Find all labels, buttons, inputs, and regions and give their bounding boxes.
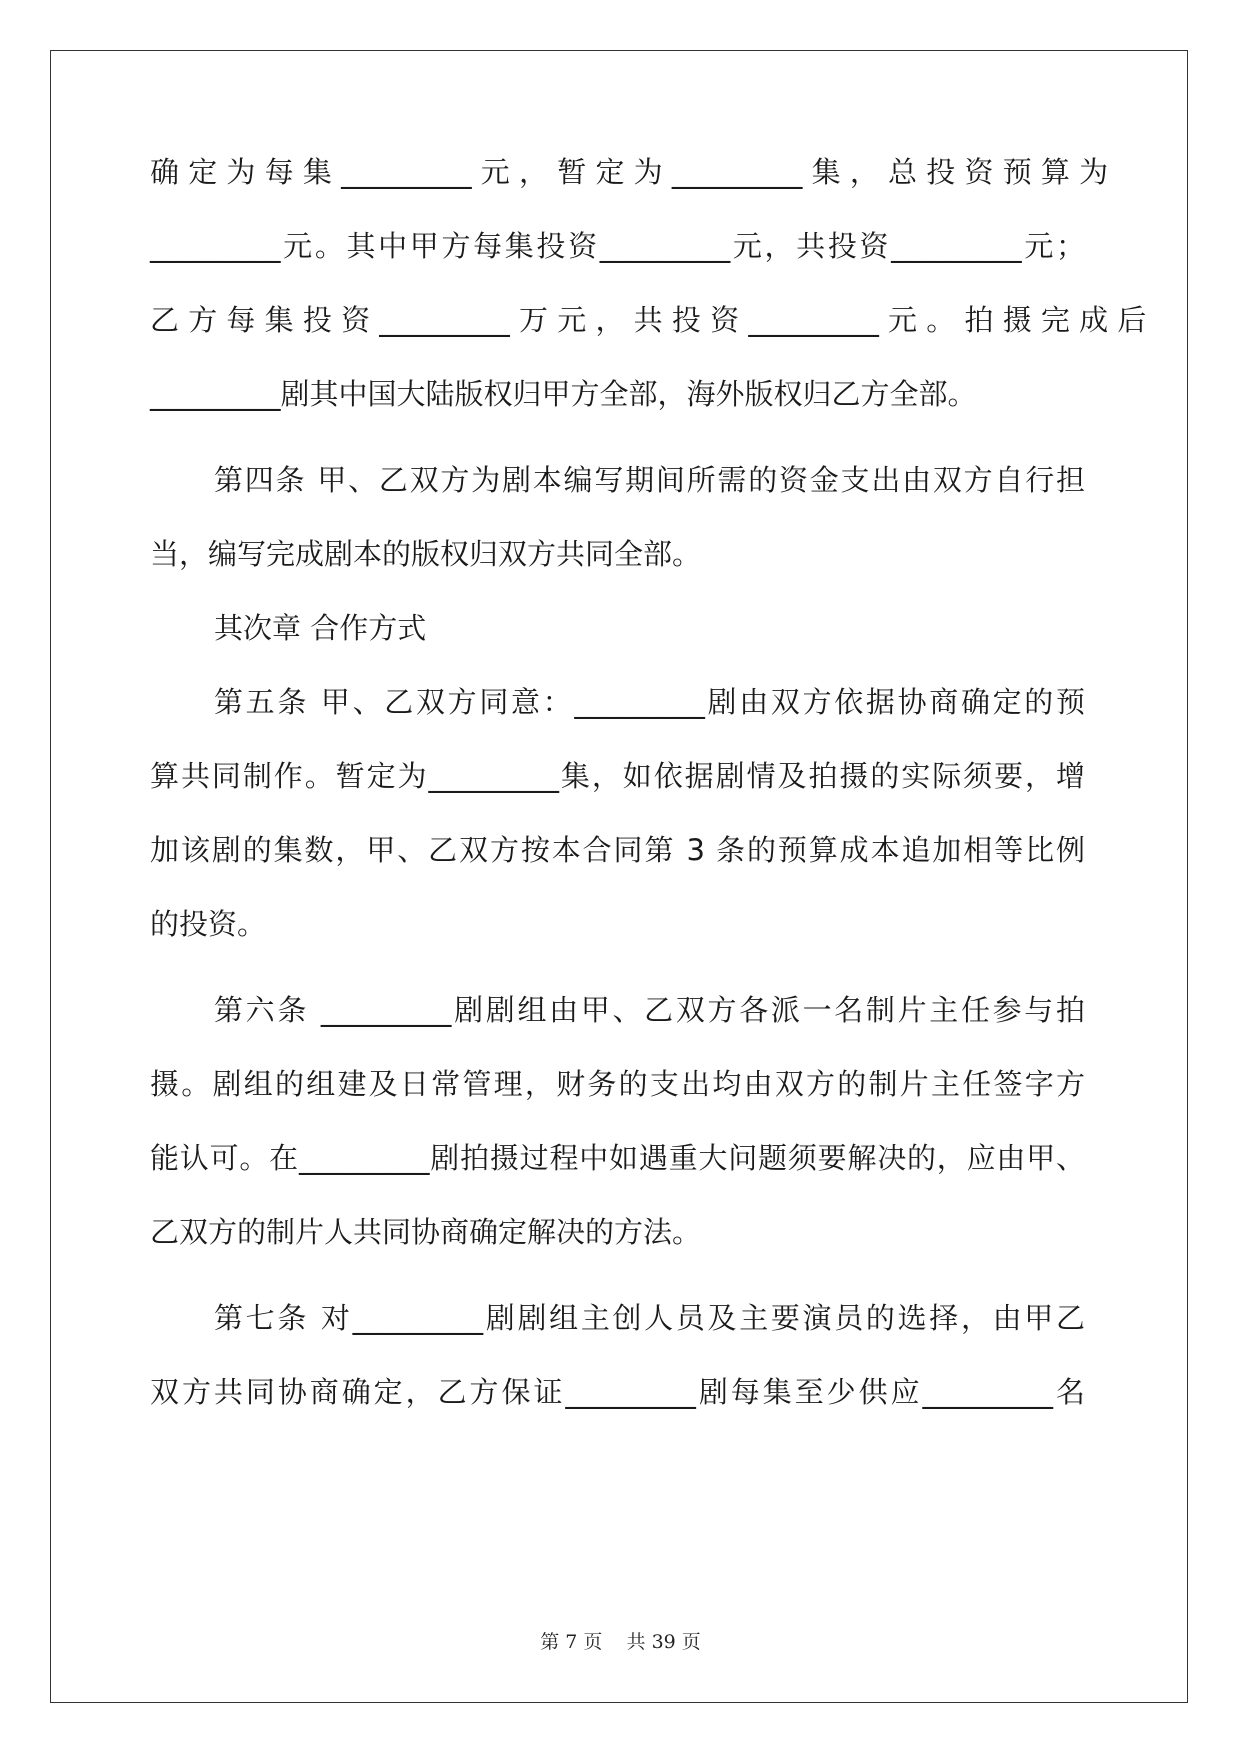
text-line: _________元。其中甲方每集投资_________元，共投资_________元； <box>150 229 1085 263</box>
text-line: _________剧其中国大陆版权归甲方全部，海外版权归乙方全部。 <box>150 377 977 411</box>
section-heading: 其次章 合作方式 <box>214 611 427 645</box>
text-line: 乙双方的制片人共同协商确定解决的方法。 <box>150 1215 702 1249</box>
text-line: 乙 方 每 集 投 资 _________ 万 元 ， 共 投 资 _________ 元 。 拍 摄 完 成 后 <box>150 303 1147 337</box>
text-line: 第七条 对_________剧剧组主创人员及主要演员的选择，由甲乙 <box>214 1301 1085 1335</box>
text-line: 摄。剧组的组建及日常管理，财务的支出均由双方的制片主任签字方 <box>150 1067 1085 1101</box>
page-number: 第 7 页 共 39 页 <box>540 1631 701 1653</box>
text-line: 算共同制作。暂定为_________集，如依据剧情及拍摄的实际须要，增 <box>150 759 1085 793</box>
text-line: 能认可。在_________剧拍摄过程中如遇重大问题须要解决的，应由甲、 <box>150 1141 1085 1175</box>
text-line: 双方共同协商确定，乙方保证_________剧每集至少供应_________名 <box>150 1375 1085 1409</box>
text-line: 的投资。 <box>150 907 267 941</box>
text-line: 确 定 为 每 集 _________ 元 ， 暂 定 为 _________ 集 ， 总 投 资 预 算 为 <box>150 155 1109 189</box>
text-line: 第五条 甲、乙双方同意：_________剧由双方依据协商确定的预 <box>214 685 1085 719</box>
text-line: 第四条 甲、乙双方为剧本编写期间所需的资金支出由双方自行担 <box>214 463 1085 497</box>
text-line: 加该剧的集数，甲、乙双方按本合同第 3 条的预算成本追加相等比例 <box>150 833 1085 867</box>
text-line: 当，编写完成剧本的版权归双方共同全部。 <box>150 537 702 571</box>
text-line: 第六条 _________剧剧组由甲、乙双方各派一名制片主任参与拍 <box>214 993 1085 1027</box>
page-border <box>50 50 1188 1703</box>
